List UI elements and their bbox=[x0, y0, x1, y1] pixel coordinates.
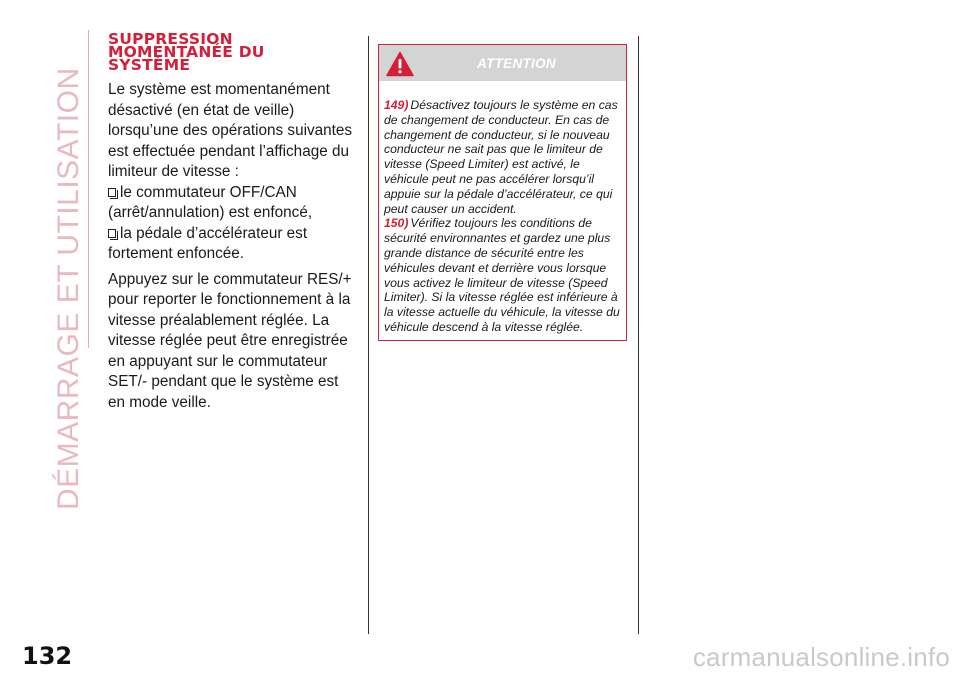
attention-item-number: 149) bbox=[384, 98, 409, 112]
bullet-item bbox=[108, 224, 358, 245]
body-paragraph: Appuyez sur le commutateur RES/+ pour reporter le fonctionnement à la vitesse préalablement réglée. La vitesse réglée peut être enregistrée en appuyant sur le commutateur SET/- pendant que le système est en mode veille. bbox=[108, 270, 352, 411]
bullet-continuation: (arrêt/annulation) est enfoncé, bbox=[108, 204, 313, 221]
column-divider-left bbox=[368, 36, 369, 634]
section-heading bbox=[108, 30, 358, 74]
checkbox-bullet-icon bbox=[108, 188, 116, 197]
watermark: carmanualsonline.info bbox=[692, 642, 950, 672]
attention-item-text: Vérifiez toujours les conditions de sécurité environnantes et gardez une plus grande distance de sécurité entre les véhicules devant et derrière vous lorsque vous activez le limiteur de vitesse (Speed Limiter). Si la vitesse réglée est inférieure à la vitesse actuelle du véhicule, la vitesse du véhicule descend à la vitesse réglée. bbox=[384, 216, 620, 334]
heading-line: SYSTÈME bbox=[108, 56, 191, 74]
heading-line: MOMENTANÉE DU bbox=[108, 43, 265, 61]
column-divider-right bbox=[638, 36, 639, 634]
bullet-text: le commutateur OFF/CAN bbox=[120, 183, 297, 201]
checkbox-bullet-icon bbox=[108, 229, 116, 238]
side-chapter-title: DÉMARRAGE ET UTILISATION bbox=[52, 67, 85, 510]
bullet-item bbox=[108, 183, 358, 204]
attention-title: ATTENTION bbox=[477, 56, 556, 71]
attention-body bbox=[379, 81, 626, 335]
section-column bbox=[108, 30, 358, 413]
attention-item-text: Désactivez toujours le système en cas de changement de conducteur. En cas de changement de conducteur, si le nouveau conducteur ne sait pas que le limiteur de vitesse (Speed Limiter) est activé, le véhicule peut ne pas accélérer lorsqu’il appuie sur la pédale d’accélérateur, ce qui peut causer un accident. bbox=[384, 98, 618, 216]
bullet-continuation: fortement enfoncée. bbox=[108, 245, 245, 262]
attention-item bbox=[384, 216, 620, 334]
attention-item-number: 150) bbox=[384, 216, 409, 231]
bullet-text: la pédale d’accélérateur est bbox=[120, 224, 308, 242]
side-rule bbox=[88, 30, 89, 348]
heading-line: SUPPRESSION bbox=[108, 30, 233, 48]
intro-paragraph bbox=[108, 80, 358, 265]
attention-header bbox=[379, 45, 626, 81]
intro-text: Le système est momentanément désactivé (en état de veille) lorsqu’une des opérations suivantes est effectuée pendant l’affichage du limiteur de vitesse : bbox=[108, 81, 353, 180]
attention-box bbox=[378, 44, 627, 341]
attention-item bbox=[384, 98, 620, 216]
page-number: 132 bbox=[22, 642, 73, 670]
